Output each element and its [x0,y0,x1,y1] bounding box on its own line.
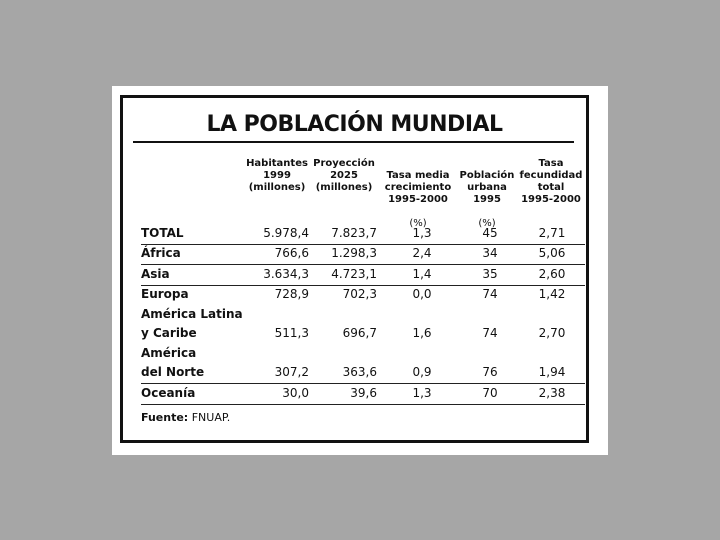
cell-habitantes: 728,9 [274,287,309,301]
row-label: América Latina y Caribe [141,307,243,340]
cell-proyeccion: 363,6 [342,365,377,379]
header-proyeccion: Proyección 2025 (millones) [313,158,375,193]
cell-proyeccion: 1.298,3 [331,246,377,260]
cell-fecundidad: 2,38 [538,385,566,400]
cell-tasa: 1,3 [412,385,432,400]
row-label: África [141,246,181,260]
header-fecundidad: Tasa fecundidad total 1995-2000 [519,158,583,205]
cell-proyeccion: 4.723,1 [331,266,377,281]
cell-tasa: 0,9 [412,365,432,379]
source-note [141,411,230,424]
row-label: Europa [141,287,189,301]
cell-urbana: 35 [482,266,498,281]
table-row [141,286,585,306]
table-frame [120,95,589,443]
cell-fecundidad: 2,71 [538,225,566,240]
table-row [141,305,585,344]
table-row [141,384,585,405]
cell-fecundidad: 1,94 [538,365,566,379]
cell-proyeccion: 702,3 [342,287,377,301]
table-row [141,265,585,286]
cell-tasa: 2,4 [412,246,432,260]
cell-habitantes: 30,0 [282,385,309,400]
table-row [141,245,585,266]
cell-proyeccion: 39,6 [350,385,377,400]
cell-proyeccion: 7.823,7 [331,225,377,240]
cell-habitantes: 307,2 [274,365,309,379]
cell-fecundidad: 1,42 [538,287,566,301]
table-row [141,224,585,245]
cell-fecundidad: 2,60 [538,266,566,281]
source-value: FNUAP. [191,411,231,424]
cell-urbana: 74 [482,326,498,340]
cell-proyeccion: 696,7 [342,326,377,340]
cell-habitantes: 766,6 [274,246,309,260]
header-poblacion-urbana-text: Población urbana 1995 [459,170,515,205]
row-label: América del Norte [141,346,205,379]
header-habitantes: Habitantes 1999 (millones) [246,158,308,193]
header-poblacion-urbana-unit: (%) [478,218,496,229]
cell-habitantes: 511,3 [274,326,309,340]
cell-urbana: 45 [482,225,498,240]
row-label: Asia [141,266,170,281]
cell-habitantes: 3.634,3 [263,266,309,281]
cell-urbana: 34 [482,246,498,260]
table-row [141,344,585,384]
row-label: TOTAL [141,225,184,240]
cell-fecundidad: 2,70 [538,326,566,340]
cell-tasa: 1,6 [412,326,432,340]
cell-tasa: 1,3 [412,225,432,240]
cell-urbana: 70 [482,385,498,400]
cell-tasa: 1,4 [412,266,432,281]
page-title: LA POBLACIÓN MUNDIAL [206,112,503,137]
cell-tasa: 0,0 [412,287,432,301]
source-label: Fuente: [141,411,189,424]
cell-habitantes: 5.978,4 [263,225,309,240]
cell-fecundidad: 5,06 [538,246,566,260]
header-tasa-media-unit: (%) [409,218,427,229]
data-table [141,224,585,405]
header-tasa-media-text: Tasa media crecimiento 1995-2000 [384,170,452,205]
row-label: Oceanía [141,385,196,400]
document-sheet [112,86,608,455]
title-divider [133,141,574,143]
cell-urbana: 74 [482,287,498,301]
cell-urbana: 76 [482,365,498,379]
